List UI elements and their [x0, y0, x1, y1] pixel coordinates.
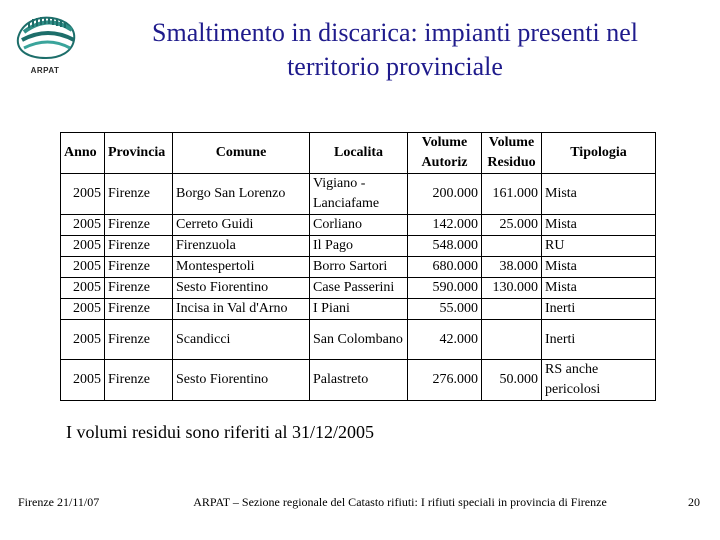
table-row [61, 299, 656, 320]
table-row [61, 174, 656, 215]
table-cell: Firenze [105, 215, 173, 236]
table-cell: Il Pago [310, 236, 408, 257]
table-cell: Firenze [105, 320, 173, 360]
table-cell: 2005 [61, 215, 105, 236]
table-cell [482, 299, 542, 320]
table-cell: RU [542, 236, 656, 257]
table-cell: 680.000 [408, 257, 482, 278]
table-cell: San Colombano [310, 320, 408, 360]
table-cell: 42.000 [408, 320, 482, 360]
table-cell: Firenze [105, 278, 173, 299]
footer-date: Firenze 21/11/07 [18, 495, 100, 509]
arpat-logo [8, 8, 82, 82]
column-header-text: Localita [334, 145, 383, 160]
table-cell: 50.000 [482, 360, 542, 401]
table-cell: Mista [542, 174, 656, 215]
table-row [61, 278, 656, 299]
table-row [61, 215, 656, 236]
table-cell: 130.000 [482, 278, 542, 299]
page-number: 20 [688, 495, 700, 509]
table-cell: 161.000 [482, 174, 542, 215]
table-cell: Inerti [542, 320, 656, 360]
column-header-text: Volume [488, 135, 535, 150]
arpat-logo-graphic [8, 8, 82, 68]
column-header [173, 133, 310, 174]
column-header [542, 133, 656, 174]
table-cell: Firenzuola [173, 236, 310, 257]
table-cell: 142.000 [408, 215, 482, 236]
table-body [61, 174, 656, 401]
table-cell: Corliano [310, 215, 408, 236]
table-cell: 2005 [61, 360, 105, 401]
table-cell: 38.000 [482, 257, 542, 278]
logo-text: ARPAT [30, 66, 60, 75]
page-title: Smaltimento in discarica: impianti presenti nel territorio provinciale [152, 18, 638, 81]
table-cell: Borro Sartori [310, 257, 408, 278]
column-header-text: Provincia [108, 145, 166, 160]
table-cell: 2005 [61, 257, 105, 278]
column-header-text: Comune [215, 145, 267, 160]
table-row [61, 236, 656, 257]
table-cell [482, 320, 542, 360]
table-cell: 548.000 [408, 236, 482, 257]
table-cell: Cerreto Guidi [173, 215, 310, 236]
table-cell: 200.000 [408, 174, 482, 215]
table-cell: 2005 [61, 320, 105, 360]
table-cell: Firenze [105, 236, 173, 257]
table-cell: Sesto Fiorentino [173, 360, 310, 401]
table-row [61, 320, 656, 360]
column-header-text: Residuo [487, 155, 536, 170]
landfill-table [60, 132, 656, 401]
column-header [310, 133, 408, 174]
footer-caption: ARPAT – Sezione regionale del Catasto rifiuti: I rifiuti speciali in provincia di Firenze [193, 495, 607, 509]
table-cell: Vigiano - Lanciafame [310, 174, 408, 215]
table-cell: 2005 [61, 299, 105, 320]
table-cell: 2005 [61, 278, 105, 299]
footnote: I volumi residui sono riferiti al 31/12/2005 [66, 422, 374, 442]
table-cell: Incisa in Val d'Arno [173, 299, 310, 320]
table-cell: 55.000 [408, 299, 482, 320]
table-header-row [61, 133, 656, 174]
table-cell: Mista [542, 257, 656, 278]
table-cell: RS anche pericolosi [542, 360, 656, 401]
table-cell: 2005 [61, 174, 105, 215]
table-cell: 2005 [61, 236, 105, 257]
table-cell: Borgo San Lorenzo [173, 174, 310, 215]
column-header [482, 133, 542, 174]
column-header-text: Autoriz [421, 155, 468, 170]
column-header [61, 133, 105, 174]
table-cell [482, 236, 542, 257]
column-header [408, 133, 482, 174]
table-cell: I Piani [310, 299, 408, 320]
table-cell: Inerti [542, 299, 656, 320]
column-header-text: Anno [64, 145, 97, 160]
table-cell: Case Passerini [310, 278, 408, 299]
table-cell: Montespertoli [173, 257, 310, 278]
column-header-text: Volume [421, 135, 468, 150]
table-cell: Firenze [105, 174, 173, 215]
column-header-text: Tipologia [570, 145, 627, 160]
table-cell: 276.000 [408, 360, 482, 401]
table-row [61, 360, 656, 401]
table-cell: Firenze [105, 299, 173, 320]
table-cell: Sesto Fiorentino [173, 278, 310, 299]
table-cell: 590.000 [408, 278, 482, 299]
table-cell: Scandicci [173, 320, 310, 360]
table-row [61, 257, 656, 278]
table-cell: Firenze [105, 360, 173, 401]
table-cell: Palastreto [310, 360, 408, 401]
table-cell: Mista [542, 278, 656, 299]
table-cell: Mista [542, 215, 656, 236]
table-cell: Firenze [105, 257, 173, 278]
table-cell: 25.000 [482, 215, 542, 236]
column-header [105, 133, 173, 174]
